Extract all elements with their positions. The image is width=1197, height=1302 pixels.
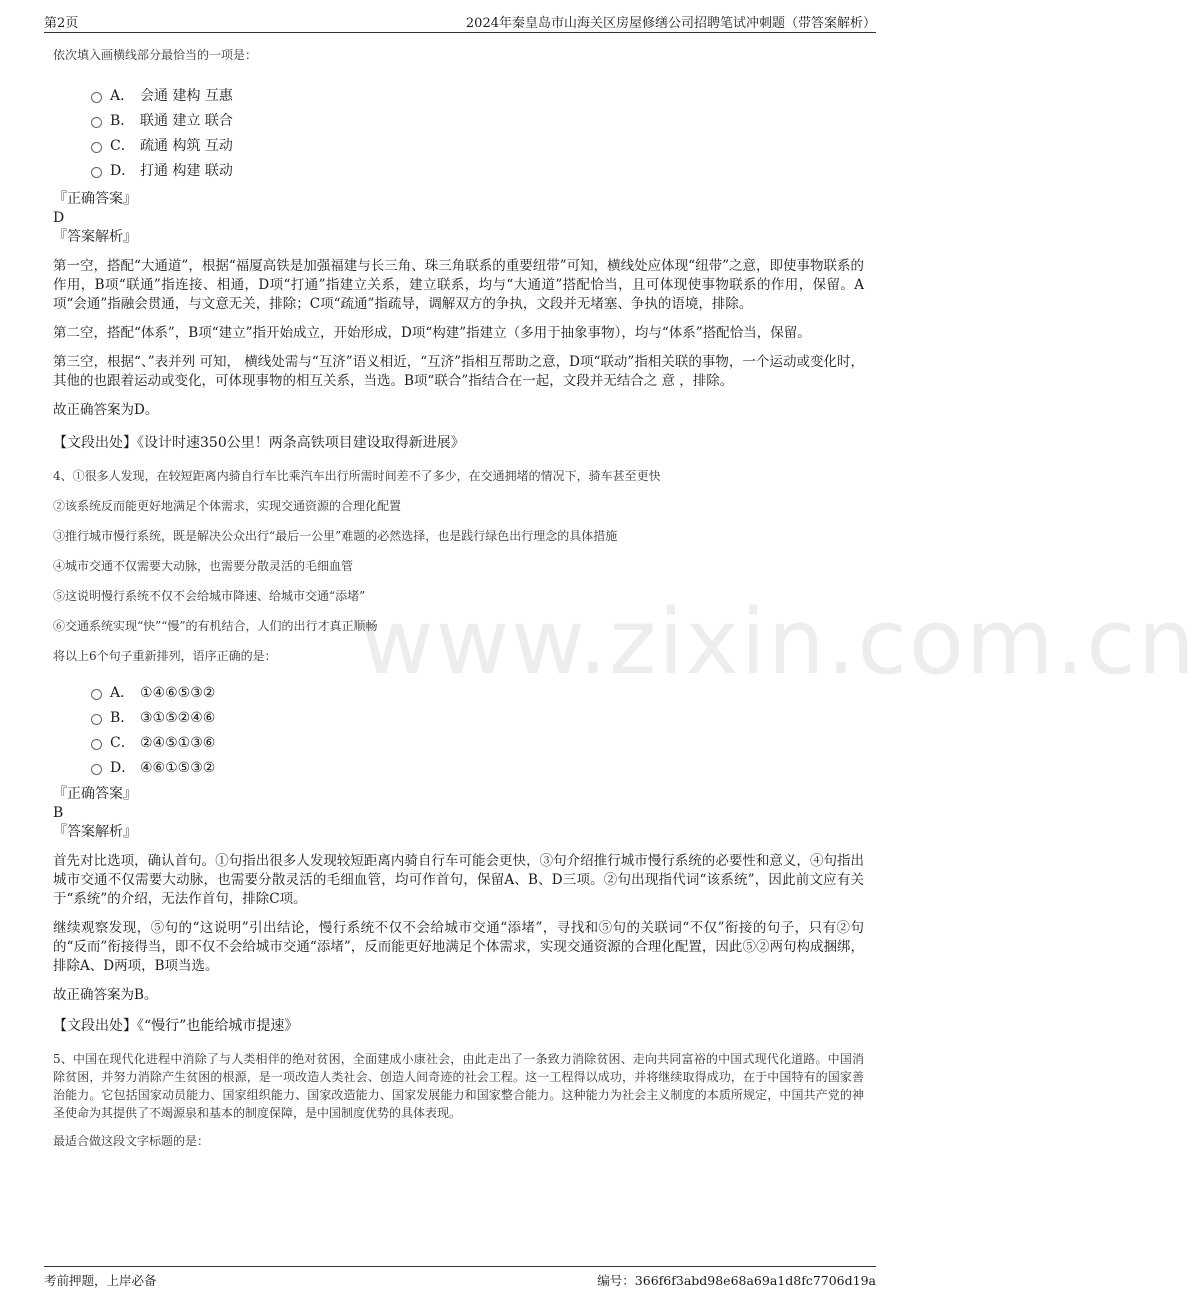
- q4-conclusion: 故正确答案为B。: [53, 987, 158, 1003]
- q3-answer: D: [53, 210, 65, 226]
- q4-option-c[interactable]: C． ②④⑤①③⑥: [91, 731, 864, 756]
- radio-icon[interactable]: [91, 92, 102, 103]
- page-number: 第2页: [44, 16, 79, 31]
- q5-prompt: 5、中国在现代化进程中消除了与人类相伴的绝对贫困，全面建成小康社会，由此走出了一条致力消除贫困、走向共同富裕的中国式现代化道路。中国消除贫困，并努力消除产生贫困的根源，是一项改造人类社会、创造人间奇迹的社会工程。这一工程得以成功，并将继续取得成功，在于中国特有的国家善治能力。它包括国家动员能力、国家组织能力、国家改造能力、国家发展能力和国家整合能力。这种能力为社会主义制度的本质所规定，中国共产党的神圣使命为其提供了不竭源泉和基本的制度保障，是中国制度优势的具体表现。: [53, 1052, 864, 1120]
- q4-option-b[interactable]: B． ③①⑤②④⑥: [91, 706, 864, 731]
- q4-source: 【文段出处】《“慢行”也能给城市提速》: [53, 1018, 299, 1034]
- radio-icon[interactable]: [91, 764, 102, 775]
- page-footer: [44, 1266, 876, 1291]
- q4-options: [91, 681, 864, 781]
- document-title: 2024年秦皇岛市山海关区房屋修缮公司招聘笔试冲刺题（带答案解析）: [465, 16, 876, 31]
- q4-line-6: ⑥交通系统实现“快”“慢”的有机结合，人们的出行才真正顺畅: [53, 619, 378, 633]
- q4-analysis-p2: 继续观察发现，⑤句的“这说明”引出结论，慢行系统不仅不会给城市交通“添堵”，寻找和⑤句的关联词“不仅”衔接的句子，只有②句的“反而”衔接得当，即不仅不会给城市交通“添堵”，反而能更好地满足个体需求，实现交通资源的合理化配置，因此⑤②两句构成捆绑，排除A、D两项，B项当选。: [53, 920, 864, 974]
- watermark: www.zixin.com.cn: [360, 590, 1197, 695]
- q3-analysis-p2: 第二空，搭配“体系”，B项“建立”指开始成立，开始形成，D项“构建”指建立（多用于抽象事物），均与“体系”搭配恰当，保留。: [53, 325, 811, 341]
- q3-prompt: 依次填入画横线部分最恰当的一项是：: [53, 48, 258, 62]
- q3-analysis-tag: 『答案解析』: [53, 229, 137, 245]
- q4-answer-tag: 『正确答案』: [53, 786, 137, 802]
- q4-prompt: 4、①很多人发现，在较短距离内骑自行车比乘汽车出行所需时间差不了多少，在交通拥堵的情况下，骑车甚至更快: [53, 469, 661, 483]
- q3-options: [91, 84, 864, 184]
- q3-analysis-p3: 第三空，根据“、”表并列 可知， 横线处需与“互济”语义相近，“互济”指相互帮助之意，D项“联动”指相关联的事物，一个运动或变化时，其他的也跟着运动或变化，可体现事物的相互关系，当选。B项“联合”指结合在一起，文段并无结合之 意 ，排除。: [53, 354, 864, 389]
- q4-analysis-tag: 『答案解析』: [53, 824, 137, 840]
- radio-icon[interactable]: [91, 142, 102, 153]
- q4-answer: B: [53, 805, 64, 821]
- q3-conclusion: 故正确答案为D。: [53, 402, 159, 418]
- q3-option-c[interactable]: C． 疏通 构筑 互动: [91, 134, 864, 159]
- q4-option-d[interactable]: D． ④⑥①⑤③②: [91, 756, 864, 781]
- q5-question: 最适合做这段文字标题的是：: [53, 1134, 210, 1148]
- q4-question: 将以上6个句子重新排列，语序正确的是：: [53, 649, 277, 663]
- q4-line-4: ④城市交通不仅需要大动脉，也需要分散灵活的毛细血管: [53, 559, 354, 573]
- q3-analysis-p1: 第一空，搭配“大通道”，根据“福厦高铁是加强福建与长三角、珠三角联系的重要纽带”可知，横线处应体现“纽带”之意，即使事物联系的作用，B项“联通”指连接、相通，D项“打通”指建立关系，建立联系，均与“大通道”搭配恰当，且可体现使事物联系的作用，保留。A项“会通”指融会贯通，与文意无关，排除；C项“疏通”指疏导，调解双方的争执，文段并无堵塞、争执的语境，排除。: [53, 258, 864, 312]
- q4-line-5: ⑤这说明慢行系统不仅不会给城市降速、给城市交通“添堵”: [53, 589, 366, 603]
- q4-line-3: ③推行城市慢行系统，既是解决公众出行“最后一公里”难题的必然选择，也是践行绿色出行理念的具体措施: [53, 529, 618, 543]
- document-body: [53, 46, 864, 1150]
- q3-option-d[interactable]: D． 打通 构建 联动: [91, 159, 864, 184]
- q3-source: 【文段出处】《设计时速350公里！两条高铁项目建设取得新进展》: [53, 435, 465, 451]
- radio-icon[interactable]: [91, 689, 102, 700]
- radio-icon[interactable]: [91, 167, 102, 178]
- q4-analysis-p1: 首先对比选项，确认首句。①句指出很多人发现较短距离内骑自行车可能会更快，③句介绍推行城市慢行系统的必要性和意义，④句指出城市交通不仅需要大动脉，也需要分散灵活的毛细血管，均可作首句，保留A、B、D三项。②句出现指代词“该系统”，因此前文应有关于“系统”的介绍，无法作首句，排除C项。: [53, 853, 864, 907]
- q3-answer-tag: 『正确答案』: [53, 191, 137, 207]
- footer-slogan: 考前押题，上岸必备: [44, 1273, 157, 1288]
- document-id: 编号：366f6f3abd98e68a69a1d8fc7706d19a: [597, 1273, 876, 1288]
- radio-icon[interactable]: [91, 739, 102, 750]
- q3-option-a[interactable]: A． 会通 建构 互惠: [91, 84, 864, 109]
- q4-line-2: ②该系统反而能更好地满足个体需求，实现交通资源的合理化配置: [53, 499, 402, 513]
- page-header: [44, 10, 876, 33]
- q4-option-a[interactable]: A． ①④⑥⑤③②: [91, 681, 864, 706]
- radio-icon[interactable]: [91, 714, 102, 725]
- radio-icon[interactable]: [91, 117, 102, 128]
- q3-option-b[interactable]: B． 联通 建立 联合: [91, 109, 864, 134]
